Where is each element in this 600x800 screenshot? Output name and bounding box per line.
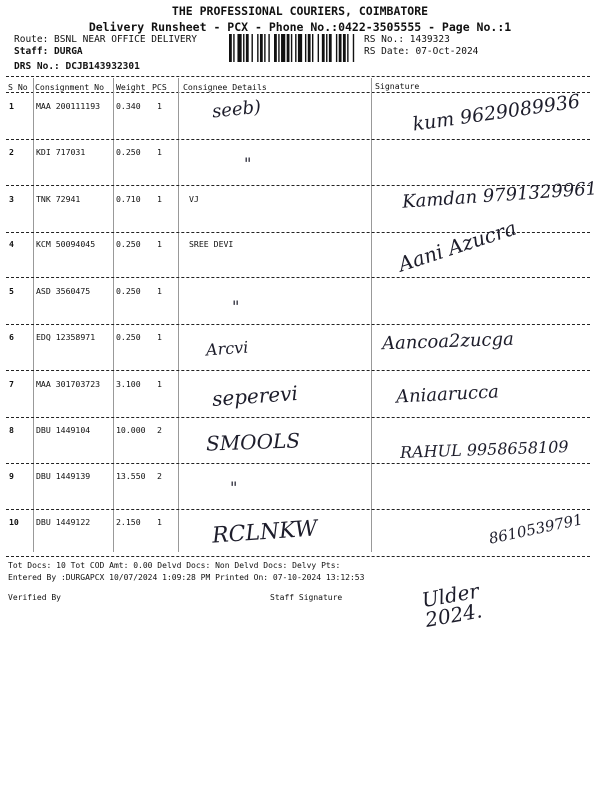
row-serial: 7 [9,379,14,389]
rs-number: RS No.: 1439323 [364,34,450,45]
handwritten-consignee: RCLNKW [211,516,319,549]
row-serial: 8 [9,425,14,435]
handwritten-consignee: " [230,478,238,497]
row-weight: 0.340 [116,101,141,111]
row-consignment-no: ASD 3560475 [36,286,91,296]
handwritten-consignee: Arcvi [205,337,249,360]
staff-signature-label: Staff Signature [270,593,343,602]
row-consignment-no: DBU 1449104 [36,425,91,435]
row-divider [6,277,590,278]
row-serial: 2 [9,147,14,157]
row-weight: 0.250 [116,147,141,157]
row-divider [6,509,590,510]
row-serial: 9 [9,471,14,481]
col-header-weight: Weight [116,82,146,92]
totals-line: Tot Docs: 10 Tot COD Amt: 0.00 Delvd Docs: Non Delvd Docs: Delvy Pts: [8,561,341,570]
drs-number: DRS No.: DCJB143932301 [14,61,140,72]
column-divider [178,78,179,552]
handwritten-consignee: " [232,297,240,316]
runsheet-subtitle: Delivery Runsheet - PCX - Phone No.:0422-3505555 - Page No.:1 [88,20,512,34]
row-pcs: 1 [157,517,162,527]
company-title: THE PROFESSIONAL COURIERS, COIMBATORE [171,4,429,18]
row-consignment-no: MAA 200111193 [36,101,101,111]
row-weight: 0.250 [116,239,141,249]
table-top-rule [6,76,590,77]
handwritten-signature: 8610539791 [487,510,585,548]
row-pcs: 1 [157,332,162,342]
row-serial: 3 [9,194,14,204]
handwritten-consignee: " [244,154,252,173]
row-consignee: SREE DEVI [189,239,234,249]
row-serial: 5 [9,286,14,296]
row-weight: 3.100 [116,379,141,389]
row-consignment-no: MAA 301703723 [36,379,101,389]
row-weight: 10.000 [116,425,146,435]
handwritten-consignee: seperevi [211,381,299,411]
handwritten-signature: Aancoa2zucga [381,328,515,355]
row-pcs: 1 [157,194,162,204]
col-header-consignee: Consignee Details [183,82,267,92]
handwritten-signature: RAHUL 9958658109 [399,437,569,462]
row-serial: 6 [9,332,14,342]
column-divider [371,78,372,552]
row-consignment-no: TNK 72941 [36,194,81,204]
row-consignment-no: DBU 1449139 [36,471,91,481]
row-pcs: 1 [157,147,162,157]
handwritten-date: Ulder 2024. [419,578,484,632]
route-text: Route: BSNL NEAR OFFICE DELIVERY [14,34,198,45]
row-consignment-no: EDQ 12358971 [36,332,96,342]
handwritten-signature: Kamdan 9791329961 [401,178,598,213]
row-pcs: 1 [157,239,162,249]
row-divider [6,417,590,418]
row-consignment-no: KDI 717031 [36,147,86,157]
row-pcs: 2 [157,471,162,481]
col-header-sno: S No [8,82,28,92]
col-header-consignment: Consignment No [35,82,105,92]
row-pcs: 1 [157,379,162,389]
row-weight: 0.710 [116,194,141,204]
table-bottom-rule [6,556,590,557]
handwritten-consignee: SMOOLS [205,428,301,456]
row-divider [6,139,590,140]
row-pcs: 2 [157,425,162,435]
row-serial: 4 [9,239,14,249]
row-weight: 13.550 [116,471,146,481]
row-weight: 2.150 [116,517,141,527]
row-weight: 0.250 [116,286,141,296]
handwritten-signature: Aniaarucca [395,381,500,408]
row-pcs: 1 [157,286,162,296]
col-header-signature: Signature [375,81,420,91]
row-divider [6,370,590,371]
column-divider [33,78,34,552]
staff-text: Staff: DURGA [14,46,83,57]
barcode-image [229,34,357,62]
col-header-pcs: PCS [152,82,167,92]
handwritten-consignee: seeb) [211,96,263,123]
entered-line: Entered By :DURGAPCX 10/07/2024 1:09:28 PM Printed On: 07-10-2024 13:12:53 [8,573,365,582]
verified-by-label: Verified By [8,593,61,602]
rs-date: RS Date: 07-Oct-2024 [364,46,479,57]
row-pcs: 1 [157,101,162,111]
row-consignee: VJ [189,194,199,204]
handwritten-signature: kum 9629089936 [411,90,582,136]
row-divider [6,324,590,325]
table-header-rule [6,92,590,93]
row-consignment-no: KCM 50094045 [36,239,96,249]
row-consignment-no: DBU 1449122 [36,517,91,527]
row-divider [6,463,590,464]
row-weight: 0.250 [116,332,141,342]
row-serial: 1 [9,101,14,111]
row-serial: 10 [9,517,19,527]
handwritten-signature: Aani Azucra [395,215,520,277]
column-divider [113,78,114,552]
